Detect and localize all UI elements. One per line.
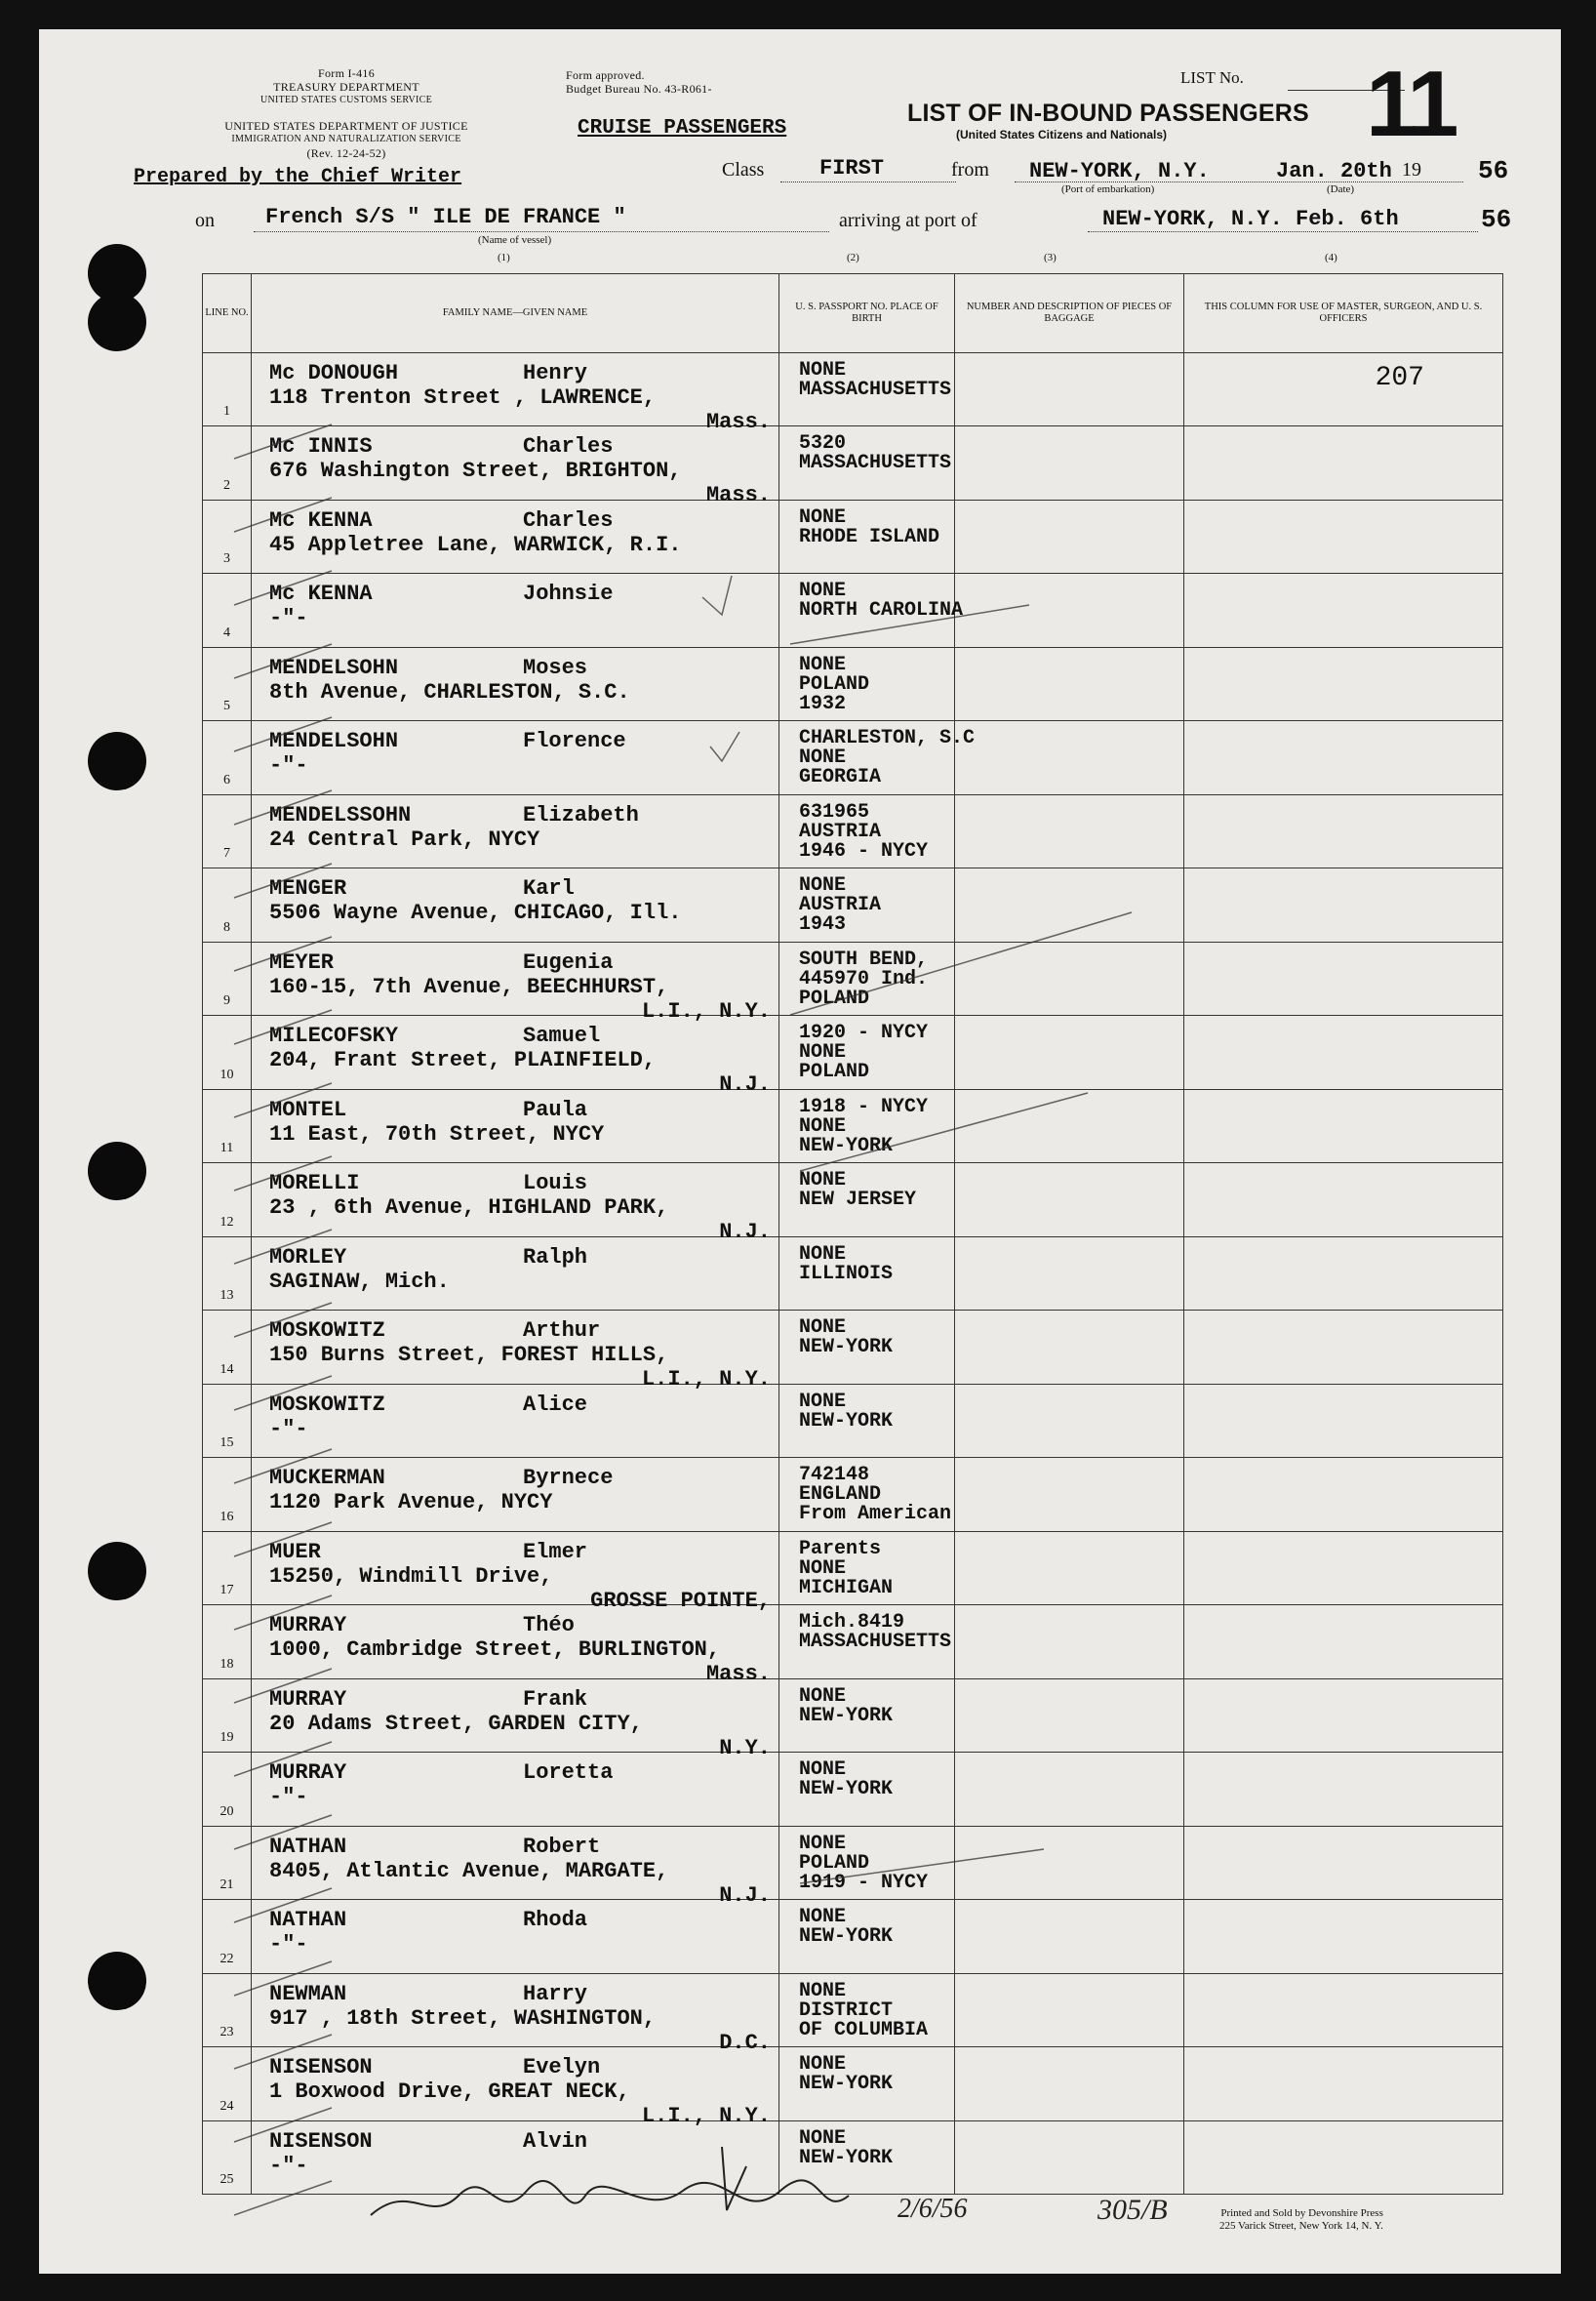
address: 917 , 18th Street, WASHINGTON, [269, 2006, 657, 2031]
line-number: 1 [223, 404, 230, 419]
col-num-3: (3) [1044, 252, 1057, 263]
passport-line: NONE [799, 580, 847, 602]
passport-line: AUSTRIA [799, 894, 882, 916]
address: 118 Trenton Street , LAWRENCE, [269, 385, 657, 410]
family-name: MONTEL [269, 1098, 347, 1122]
passport-line: MASSACHUSETTS [799, 452, 952, 474]
passport-line: NONE [799, 1906, 847, 1928]
family-name: MURRAY [269, 1613, 347, 1637]
passport-line: Mich.8419 [799, 1611, 905, 1634]
address: -"- [269, 1785, 308, 1809]
manifest-page [39, 29, 1561, 2274]
passport-line: From American [799, 1503, 952, 1525]
passport-line: NEW-YORK [799, 1336, 894, 1358]
given-name: Arthur [523, 1318, 601, 1343]
on-label: on [195, 210, 215, 231]
line-number: 16 [219, 1510, 234, 1524]
vessel-name: French S/S " ILE DE FRANCE " [265, 205, 626, 229]
given-name: Eugenia [523, 950, 614, 975]
col-num-4: (4) [1325, 252, 1337, 263]
handwriting-layer [39, 29, 1561, 2274]
address: 5506 Wayne Avenue, CHICAGO, Ill. [269, 901, 682, 925]
printer-line-1: Printed and Sold by Devonshire Press [1220, 2207, 1383, 2219]
line-number: 2 [223, 478, 230, 493]
passport-line: 1918 - NYCY [799, 1096, 929, 1118]
address: 1120 Park Avenue, NYCY [269, 1490, 553, 1514]
family-name: NISENSON [269, 2055, 373, 2079]
family-name: MENDELSOHN [269, 729, 399, 753]
passport-line: 1919 - NYCY [799, 1872, 929, 1894]
printer-line-2: 225 Varick Street, New York 14, N. Y. [1219, 2220, 1383, 2232]
address-line-2: N.J. [719, 1220, 771, 1244]
passport-line: NONE [799, 1833, 847, 1855]
address-line-2: L.I., N.Y. [641, 1367, 771, 1392]
passport-line: NONE [799, 2127, 847, 2150]
col-num-1: (1) [498, 252, 510, 263]
family-name: Mc DONOUGH [269, 361, 399, 385]
passport-line: ILLINOIS [799, 1263, 894, 1285]
family-name: NATHAN [269, 1835, 347, 1859]
address: 8th Avenue, CHARLESTON, S.C. [269, 680, 630, 705]
form-number: Form I-416 [318, 66, 375, 80]
given-name: Moses [523, 656, 588, 680]
passport-line: NEW-YORK [799, 1135, 894, 1157]
departure-date: Jan. 20th [1276, 159, 1392, 183]
line-number: 6 [223, 773, 230, 787]
family-name: MENDELSSOHN [269, 803, 412, 828]
passport-line: POLAND [799, 1061, 870, 1083]
col-header-name: FAMILY NAME—GIVEN NAME [252, 274, 779, 353]
arrival-port: NEW-YORK, N.Y. Feb. 6th [1102, 207, 1399, 231]
treasury-dept: TREASURY DEPARTMENT [273, 80, 419, 94]
line-number: 8 [223, 920, 230, 935]
address: -"- [269, 753, 308, 778]
line-number: 25 [219, 2172, 234, 2187]
given-name: Théo [523, 1613, 575, 1637]
list-number: 11 [1366, 52, 1454, 156]
class-label: Class [722, 159, 765, 181]
passport-line: POLAND [799, 988, 870, 1010]
given-name: Byrnece [523, 1466, 614, 1490]
passport-line: RHODE ISLAND [799, 526, 940, 548]
passport-line: NONE [799, 1391, 847, 1413]
family-name: Mc KENNA [269, 582, 373, 606]
passport-line: NONE [799, 1115, 847, 1138]
signature [371, 2147, 849, 2215]
budget-bureau: Budget Bureau No. 43-R061- [566, 82, 712, 96]
passport-line: GEORGIA [799, 766, 882, 788]
passport-line: NEW-YORK [799, 1705, 894, 1727]
date-caption: (Date) [1327, 183, 1355, 195]
list-no-label: LIST No. [1180, 68, 1244, 87]
address: SAGINAW, Mich. [269, 1270, 450, 1294]
given-name: Karl [523, 876, 575, 901]
line-number: 12 [219, 1215, 234, 1230]
address: -"- [269, 1417, 308, 1441]
address: 15250, Windmill Drive, [269, 1564, 553, 1589]
passport-line: NEW JERSEY [799, 1189, 917, 1211]
line-number: 20 [219, 1804, 234, 1819]
line-number: 21 [219, 1877, 234, 1892]
address: 11 East, 70th Street, NYCY [269, 1122, 605, 1147]
line-number: 5 [223, 699, 230, 713]
cruise-stamp: CRUISE PASSENGERS [578, 117, 787, 140]
passport-line: 1943 [799, 913, 847, 936]
passport-line: NEW-YORK [799, 1925, 894, 1948]
line-number: 3 [223, 551, 230, 566]
arriving-label: arriving at port of [839, 210, 978, 231]
passport-line: CHARLESTON, S.C [799, 727, 976, 749]
family-name: NATHAN [269, 1908, 347, 1932]
family-name: MORLEY [269, 1245, 347, 1270]
family-name: MURRAY [269, 1687, 347, 1712]
given-name: Paula [523, 1098, 588, 1122]
family-name: MENGER [269, 876, 347, 901]
address: 1000, Cambridge Street, BURLINGTON, [269, 1637, 721, 1662]
passport-line: NONE [799, 874, 847, 897]
col-num-2: (2) [847, 252, 859, 263]
prepared-by: Prepared by the Chief Writer [134, 166, 462, 188]
line-number: 13 [219, 1288, 234, 1303]
col-header-line: LINE NO. [203, 274, 252, 353]
arrival-year: 56 [1481, 205, 1512, 234]
passport-line: NEW-YORK [799, 2073, 894, 2095]
passport-line: NONE [799, 747, 847, 769]
address-line-2: N.Y. [719, 1736, 771, 1760]
passport-line: NEW-YORK [799, 1778, 894, 1800]
address: -"- [269, 2154, 308, 2178]
passport-line: 445970 Ind. [799, 968, 929, 990]
passport-line: 5320 [799, 432, 847, 455]
passport-line: 1932 [799, 693, 847, 715]
passport-line: OF COLUMBIA [799, 2019, 929, 2041]
passport-line: POLAND [799, 673, 870, 696]
address-line-2: N.J. [719, 1883, 771, 1908]
line-number: 4 [223, 626, 230, 640]
passport-line: POLAND [799, 1852, 870, 1875]
family-name: NISENSON [269, 2129, 373, 2154]
passport-line: Parents [799, 1538, 882, 1560]
line-number: 18 [219, 1657, 234, 1672]
form-approved: Form approved. [566, 68, 645, 82]
family-name: MURRAY [269, 1760, 347, 1785]
passport-line: NEW-YORK [799, 2147, 894, 2169]
passport-line: NONE [799, 506, 847, 529]
passport-line: NORTH CAROLINA [799, 599, 964, 622]
line-number: 19 [219, 1730, 234, 1745]
passport-line: ENGLAND [799, 1483, 882, 1506]
given-name: Elizabeth [523, 803, 639, 828]
address: 45 Appletree Lane, WARWICK, R.I. [269, 533, 682, 557]
line-number: 10 [219, 1068, 234, 1082]
line-number: 17 [219, 1583, 234, 1597]
line-number: 15 [219, 1435, 234, 1450]
family-name: MENDELSOHN [269, 656, 399, 680]
family-name: Mc INNIS [269, 434, 373, 459]
given-name: Samuel [523, 1024, 601, 1048]
given-name: Charles [523, 434, 614, 459]
line-number: 9 [223, 993, 230, 1008]
family-name: MORELLI [269, 1171, 360, 1195]
passport-line: NONE [799, 1316, 847, 1339]
from-port: NEW-YORK, N.Y. [1029, 159, 1210, 183]
passport-line: 1920 - NYCY [799, 1022, 929, 1044]
line-number: 24 [219, 2099, 234, 2114]
given-name: Loretta [523, 1760, 614, 1785]
given-name: Johnsie [523, 582, 614, 606]
given-name: Frank [523, 1687, 588, 1712]
printer-credit [1219, 2207, 1383, 2233]
address: 150 Burns Street, FOREST HILLS, [269, 1343, 669, 1367]
address: 8405, Atlantic Avenue, MARGATE, [269, 1859, 669, 1883]
passport-line: NONE [799, 1758, 847, 1781]
passport-line: SOUTH BEND, [799, 949, 929, 971]
address: 1 Boxwood Drive, GREAT NECK, [269, 2079, 630, 2104]
line-number: 11 [219, 1141, 234, 1155]
signature-note: 305/B [1097, 2194, 1168, 2226]
justice-dept: UNITED STATES DEPARTMENT OF JUSTICE [224, 119, 468, 133]
from-label: from [951, 159, 989, 181]
passport-line: NONE [799, 359, 847, 382]
col-header-passport: U. S. PASSPORT NO. PLACE OF BIRTH [779, 274, 955, 353]
passport-line: NONE [799, 1557, 847, 1580]
given-name: Harry [523, 1982, 588, 2006]
family-name: Mc KENNA [269, 508, 373, 533]
passport-line: MASSACHUSETTS [799, 379, 952, 401]
year-prefix: 19 [1402, 159, 1421, 181]
port-embark-caption: (Port of embarkation) [1061, 183, 1155, 195]
passport-line: 631965 [799, 801, 870, 824]
family-name: MUCKERMAN [269, 1466, 385, 1490]
passport-line: NONE [799, 1169, 847, 1191]
given-name: Elmer [523, 1540, 588, 1564]
given-name: Louis [523, 1171, 588, 1195]
address-line-2: N.J. [719, 1072, 771, 1097]
given-name: Alvin [523, 2129, 588, 2154]
line-number: 23 [219, 2025, 234, 2039]
address: 160-15, 7th Avenue, BEECHHURST, [269, 975, 669, 999]
year-suffix: 56 [1478, 156, 1509, 185]
line-number: 7 [223, 846, 230, 861]
passport-line: DISTRICT [799, 1999, 894, 2022]
passport-line: MICHIGAN [799, 1577, 894, 1599]
line-number: 14 [219, 1362, 234, 1377]
given-name: Florence [523, 729, 626, 753]
form-subtitle: (United States Citizens and Nationals) [956, 128, 1168, 141]
passport-line: NONE [799, 654, 847, 676]
given-name: Rhoda [523, 1908, 588, 1932]
passport-line: AUSTRIA [799, 821, 882, 843]
address: 24 Central Park, NYCY [269, 828, 540, 852]
address-line-2: D.C. [719, 2031, 771, 2055]
family-name: MOSKOWITZ [269, 1393, 385, 1417]
given-name: Charles [523, 508, 614, 533]
officer-note: 207 [1375, 363, 1424, 393]
address-line-2: Mass. [705, 1662, 771, 1686]
address: 23 , 6th Avenue, HIGHLAND PARK, [269, 1195, 669, 1220]
address-line-2: GROSSE POINTE, [590, 1589, 771, 1613]
address: 20 Adams Street, GARDEN CITY, [269, 1712, 643, 1736]
passport-line: NONE [799, 1041, 847, 1064]
given-name: Ralph [523, 1245, 588, 1270]
passport-line: 1946 - NYCY [799, 840, 929, 863]
ins-service: IMMIGRATION AND NATURALIZATION SERVICE [231, 134, 461, 144]
family-name: MILECOFSKY [269, 1024, 399, 1048]
passport-line: NONE [799, 2053, 847, 2076]
address-line-2: Mass. [705, 410, 771, 434]
address: 676 Washington Street, BRIGHTON, [269, 459, 682, 483]
signature-date: 2/6/56 [898, 2194, 968, 2224]
class-value: FIRST [819, 156, 885, 181]
address: -"- [269, 606, 308, 630]
customs-service: UNITED STATES CUSTOMS SERVICE [259, 95, 433, 105]
family-name: MOSKOWITZ [269, 1318, 385, 1343]
passport-line: NONE [799, 1980, 847, 2002]
family-name: NEWMAN [269, 1982, 347, 2006]
address-line-2: L.I., N.Y. [641, 999, 771, 1024]
passport-line: NEW-YORK [799, 1410, 894, 1433]
passport-line: NONE [799, 1685, 847, 1708]
form-title: LIST OF IN-BOUND PASSENGERS [907, 100, 1309, 127]
address-line-2: L.I., N.Y. [641, 2104, 771, 2128]
line-number: 22 [219, 1952, 234, 1966]
col-header-baggage: NUMBER AND DESCRIPTION OF PIECES OF BAGGAGE [955, 274, 1184, 353]
passport-line: MASSACHUSETTS [799, 1631, 952, 1653]
passport-line: 742148 [799, 1464, 870, 1486]
family-name: MUER [269, 1540, 321, 1564]
vessel-caption: (Name of vessel) [478, 234, 552, 246]
family-name: MEYER [269, 950, 335, 975]
form-revision: (Rev. 12-24-52) [306, 146, 386, 160]
address: 204, Frant Street, PLAINFIELD, [269, 1048, 657, 1072]
col-header-officers: THIS COLUMN FOR USE OF MASTER, SURGEON, AND U. S. OFFICERS [1184, 274, 1503, 353]
given-name: Robert [523, 1835, 601, 1859]
given-name: Evelyn [523, 2055, 601, 2079]
passport-line: NONE [799, 1243, 847, 1266]
given-name: Henry [523, 361, 588, 385]
address-line-2: Mass. [705, 483, 771, 507]
address: -"- [269, 1932, 308, 1957]
given-name: Alice [523, 1393, 588, 1417]
